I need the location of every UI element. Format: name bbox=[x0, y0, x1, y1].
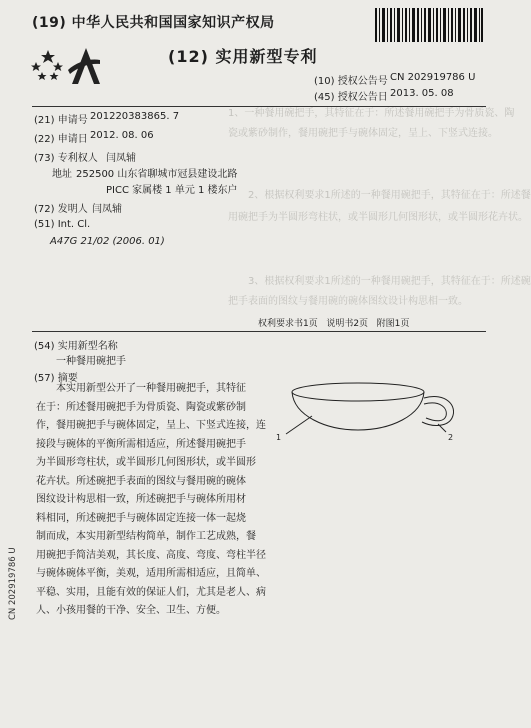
bleed-through-line: 瓷或紫砂制作，餐用碗把手与碗体固定，呈上、下竖式连接。 bbox=[228, 128, 498, 139]
bleed-through-line: 1、一种餐用碗把手，其特征在于：所述餐用碗把手为骨质瓷、陶 bbox=[228, 108, 515, 119]
bleed-through-line: 2、根据权利要求1所述的一种餐用碗把手，其特征在于：所述餐 bbox=[248, 190, 531, 201]
abstract-line: 为半圆形弯柱状，或半圆形几何图形状，或半圆形 bbox=[36, 457, 256, 468]
inventor: 闫凤辅 bbox=[92, 204, 122, 215]
bowl-rim bbox=[292, 383, 424, 401]
int-cl-label: (51) Int. Cl. bbox=[34, 219, 91, 230]
publication-date: 2013. 05. 08 bbox=[390, 88, 454, 99]
page-count-stats bbox=[258, 316, 409, 329]
leader-line-1 bbox=[286, 416, 312, 434]
bleed-through-line: 3、根据权利要求1所述的一种餐用碗把手，其特征在于：所述碗 bbox=[248, 276, 531, 287]
application-number: 201220383865. 7 bbox=[90, 111, 180, 122]
abstract-line: 与碗体碗体平衡，美观，适用所需相适应，且简单、 bbox=[36, 568, 266, 579]
publication-number: CN 202919786 U bbox=[390, 72, 476, 83]
drawings-page-count: 附图1页 bbox=[376, 319, 410, 329]
application-number-label: (21) 申请号 bbox=[34, 115, 88, 126]
bleed-through-line: 把手表面的图纹与餐用碗的碗体图纹设计构思相一致。 bbox=[228, 296, 468, 307]
utility-model-title: 一种餐用碗把手 bbox=[56, 356, 126, 367]
vertical-publication-number: CN 202919786 U bbox=[8, 547, 18, 620]
abstract-line: 图纹设计构思相一致，所述碗把手与碗体所用材 bbox=[36, 494, 246, 505]
issuing-office: (19) 中华人民共和国国家知识产权局 bbox=[32, 15, 275, 31]
publication-date-label: (45) 授权公告日 bbox=[314, 92, 388, 103]
utility-model-title-label: (54) 实用新型名称 bbox=[34, 341, 118, 352]
abstract-text-wide bbox=[36, 491, 266, 621]
abstract-line: 接段与碗体的平衡所需相适应，所述餐用碗把手 bbox=[36, 438, 246, 450]
claims-page-count: 权利要求书1页 bbox=[258, 319, 318, 329]
document-type-title: (12) 实用新型专利 bbox=[168, 47, 318, 66]
abstract-line: 制而成，本实用新型结构简单，制作工艺成熟，餐 bbox=[36, 531, 256, 542]
header-divider bbox=[32, 106, 486, 107]
patent-holder-label: (73) 专利权人 bbox=[34, 153, 98, 164]
patent-holder: 闫凤辅 bbox=[106, 153, 136, 164]
abstract-line: 作，餐用碗把手与碗体固定，呈上、下竖式连接，连 bbox=[36, 420, 266, 431]
description-page-count: 说明书2页 bbox=[326, 319, 369, 329]
address-line-1: 252500 山东省聊城市冠县建设北路 bbox=[76, 169, 238, 180]
abstract-line: 本实用新型公开了一种餐用碗把手，其特征 bbox=[56, 383, 246, 394]
application-date: 2012. 08. 06 bbox=[90, 130, 154, 141]
abstract-text-narrow bbox=[36, 380, 266, 491]
figure-label-2: 2 bbox=[448, 433, 454, 442]
abstract-line: 料相同，所述碗把手与碗体固定连接一体一起烧 bbox=[36, 512, 246, 524]
abstract-line: 在于：所述餐用碗把手为骨质瓷、陶瓷或紫砂制 bbox=[36, 401, 246, 413]
int-cl-value: A47G 21/02 (2006. 01) bbox=[50, 236, 165, 247]
barcode-icon bbox=[375, 8, 483, 42]
patent-office-logo-icon bbox=[28, 46, 102, 86]
abstract-label: (57) 摘要 bbox=[34, 373, 78, 384]
address-label: 地址 bbox=[52, 169, 72, 180]
figure-label-1: 1 bbox=[276, 433, 282, 442]
bowl-body bbox=[292, 392, 424, 430]
inventor-label: (72) 发明人 bbox=[34, 204, 88, 215]
abstract-line: 人、小孩用餐的干净、安全、卫生、方便。 bbox=[36, 605, 226, 616]
abstract-line: 平稳、实用，且能有效的保证人们，尤其是老人、病 bbox=[36, 586, 266, 598]
application-date-label: (22) 申请日 bbox=[34, 134, 88, 145]
section-divider bbox=[32, 331, 486, 332]
address-line-2: PICC 家属楼 1 单元 1 楼东户 bbox=[106, 185, 238, 196]
abstract-line: 花卉状。所述碗把手表面的图纹与餐用碗的碗体 bbox=[36, 475, 246, 487]
publication-number-label: (10) 授权公告号 bbox=[314, 76, 388, 87]
bleed-through-line: 用碗把手为半圆形弯柱状，或半圆形几何图形状，或半圆形花卉状。 bbox=[228, 212, 528, 223]
bowl-handle-inner bbox=[424, 403, 446, 421]
abstract-line: 用碗把手简洁美观，其长度、高度、弯度、弯柱半径 bbox=[36, 549, 266, 561]
bowl-with-handle-figure bbox=[262, 372, 468, 444]
